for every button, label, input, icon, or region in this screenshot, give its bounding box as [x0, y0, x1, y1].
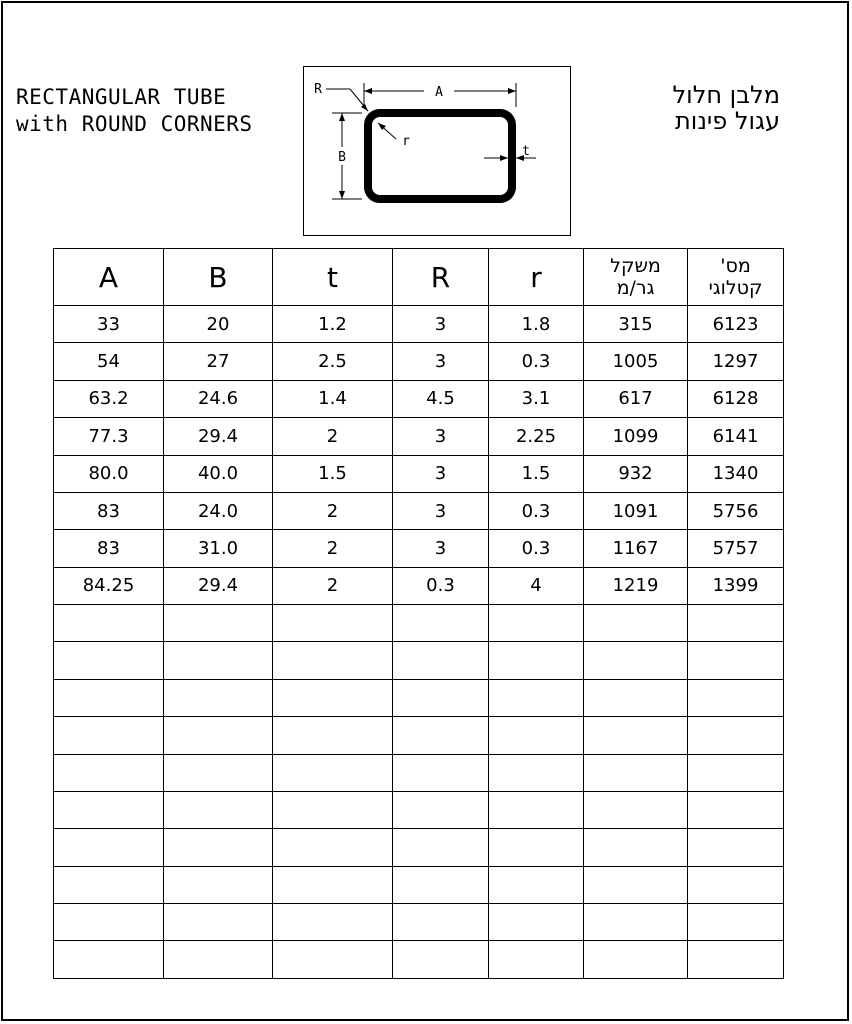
- cell-weight: 1005: [584, 343, 688, 380]
- cell-catalog: 6128: [688, 380, 784, 417]
- empty-cell: [54, 679, 164, 716]
- empty-cell: [489, 904, 584, 941]
- empty-cell: [489, 829, 584, 866]
- cell-b: 24.6: [164, 380, 273, 417]
- empty-cell: [584, 754, 688, 791]
- cell-catalog: 5756: [688, 492, 784, 529]
- empty-cell: [273, 642, 393, 679]
- table-header-row: [54, 249, 784, 306]
- empty-cell: [273, 904, 393, 941]
- a-arrow-right: [508, 88, 516, 94]
- cell-b: 24.0: [164, 492, 273, 529]
- empty-cell: [164, 941, 273, 979]
- cell-small-r: 0.3: [489, 343, 584, 380]
- empty-cell: [273, 791, 393, 828]
- cell-catalog: 1399: [688, 567, 784, 604]
- cell-a: 77.3: [54, 418, 164, 455]
- table-row: [54, 380, 784, 417]
- empty-cell: [393, 829, 489, 866]
- cell-t: 2: [273, 530, 393, 567]
- empty-cell: [393, 904, 489, 941]
- cell-b: 20: [164, 306, 273, 343]
- empty-table-row: [54, 642, 784, 679]
- cell-small-r: 1.8: [489, 306, 584, 343]
- cell-small-r: 0.3: [489, 492, 584, 529]
- empty-cell: [584, 866, 688, 903]
- label-t: t: [522, 144, 530, 159]
- empty-cell: [489, 717, 584, 754]
- empty-table-row: [54, 754, 784, 791]
- empty-cell: [584, 791, 688, 828]
- empty-cell: [54, 866, 164, 903]
- cell-small-r: 0.3: [489, 530, 584, 567]
- cell-catalog: 6123: [688, 306, 784, 343]
- header-big-r: R: [393, 249, 489, 306]
- empty-cell: [273, 754, 393, 791]
- cell-a: 63.2: [54, 380, 164, 417]
- english-title-line-2: with ROUND CORNERS: [16, 112, 253, 136]
- cell-b: 40.0: [164, 455, 273, 492]
- empty-table-row: [54, 829, 784, 866]
- header-a: A: [54, 249, 164, 306]
- cell-small-r: 2.25: [489, 418, 584, 455]
- empty-cell: [54, 941, 164, 979]
- empty-cell: [273, 605, 393, 642]
- cell-t: 1.5: [273, 455, 393, 492]
- empty-cell: [164, 605, 273, 642]
- empty-cell: [688, 941, 784, 979]
- label-small-r: r: [402, 134, 410, 149]
- tube-cross-section-drawing: [304, 67, 572, 237]
- empty-table-row: [54, 679, 784, 716]
- empty-cell: [54, 829, 164, 866]
- header-weight-line-1: משקל: [610, 255, 661, 277]
- cell-a: 54: [54, 343, 164, 380]
- empty-cell: [393, 679, 489, 716]
- cell-small-r: 3.1: [489, 380, 584, 417]
- tube-outline: [368, 113, 512, 199]
- cell-weight: 1091: [584, 492, 688, 529]
- cell-b: 29.4: [164, 567, 273, 604]
- header-b: B: [164, 249, 273, 306]
- empty-cell: [54, 904, 164, 941]
- header-small-r: r: [489, 249, 584, 306]
- empty-cell: [393, 754, 489, 791]
- cell-weight: 315: [584, 306, 688, 343]
- empty-cell: [54, 605, 164, 642]
- cell-t: 2: [273, 492, 393, 529]
- table-row: [54, 567, 784, 604]
- empty-cell: [584, 679, 688, 716]
- cell-a: 84.25: [54, 567, 164, 604]
- empty-cell: [688, 791, 784, 828]
- cell-b: 31.0: [164, 530, 273, 567]
- empty-cell: [489, 941, 584, 979]
- b-arrow-top: [339, 113, 345, 121]
- cell-a: 80.0: [54, 455, 164, 492]
- cell-catalog: 1297: [688, 343, 784, 380]
- table-row: [54, 418, 784, 455]
- empty-cell: [54, 754, 164, 791]
- empty-table-row: [54, 866, 784, 903]
- empty-cell: [164, 904, 273, 941]
- english-title-line-1: RECTANGULAR TUBE: [16, 85, 227, 109]
- header-weight-line-2: גר/מ: [616, 277, 655, 299]
- table-row: [54, 455, 784, 492]
- empty-cell: [688, 866, 784, 903]
- empty-cell: [393, 866, 489, 903]
- cell-t: 1.2: [273, 306, 393, 343]
- cell-big-r: 4.5: [393, 380, 489, 417]
- empty-cell: [688, 829, 784, 866]
- table-body: [54, 306, 784, 979]
- empty-table-row: [54, 717, 784, 754]
- cell-a: 83: [54, 530, 164, 567]
- cell-b: 27: [164, 343, 273, 380]
- empty-cell: [688, 605, 784, 642]
- empty-table-row: [54, 791, 784, 828]
- empty-cell: [54, 791, 164, 828]
- empty-cell: [164, 679, 273, 716]
- empty-cell: [489, 642, 584, 679]
- empty-cell: [273, 829, 393, 866]
- empty-cell: [584, 941, 688, 979]
- cell-weight: 1099: [584, 418, 688, 455]
- label-a: A: [435, 85, 443, 100]
- empty-cell: [688, 717, 784, 754]
- cell-b: 29.4: [164, 418, 273, 455]
- empty-cell: [273, 866, 393, 903]
- empty-cell: [164, 866, 273, 903]
- cell-catalog: 6141: [688, 418, 784, 455]
- empty-cell: [489, 866, 584, 903]
- empty-cell: [489, 605, 584, 642]
- empty-cell: [54, 642, 164, 679]
- empty-cell: [54, 717, 164, 754]
- english-title: [16, 84, 253, 138]
- label-b: B: [338, 150, 346, 165]
- empty-cell: [393, 642, 489, 679]
- empty-cell: [273, 941, 393, 979]
- empty-table-row: [54, 904, 784, 941]
- empty-cell: [584, 904, 688, 941]
- empty-cell: [164, 717, 273, 754]
- cell-weight: 932: [584, 455, 688, 492]
- cell-weight: 1167: [584, 530, 688, 567]
- cell-weight: 1219: [584, 567, 688, 604]
- tube-diagram: [303, 66, 571, 236]
- b-arrow-bottom: [339, 191, 345, 199]
- empty-cell: [584, 717, 688, 754]
- t-arrow-left: [500, 155, 508, 161]
- cell-big-r: 3: [393, 530, 489, 567]
- empty-cell: [688, 642, 784, 679]
- hebrew-title-line-1: מלבן חלול: [672, 81, 780, 109]
- empty-cell: [164, 791, 273, 828]
- cell-t: 1.4: [273, 380, 393, 417]
- cell-t: 2: [273, 418, 393, 455]
- hebrew-title: [673, 82, 780, 134]
- header-catalog-line-2: קטלוגי: [708, 277, 763, 299]
- empty-cell: [688, 754, 784, 791]
- tube-spec-table: [53, 248, 784, 979]
- empty-cell: [489, 679, 584, 716]
- cell-a: 33: [54, 306, 164, 343]
- label-big-r: R: [314, 82, 322, 97]
- empty-cell: [164, 642, 273, 679]
- empty-cell: [273, 717, 393, 754]
- cell-a: 83: [54, 492, 164, 529]
- a-arrow-left: [364, 88, 372, 94]
- empty-cell: [273, 679, 393, 716]
- empty-cell: [584, 642, 688, 679]
- cell-t: 2: [273, 567, 393, 604]
- cell-catalog: 1340: [688, 455, 784, 492]
- empty-cell: [489, 754, 584, 791]
- cell-weight: 617: [584, 380, 688, 417]
- header-weight: [584, 249, 688, 306]
- cell-small-r: 1.5: [489, 455, 584, 492]
- cell-big-r: 0.3: [393, 567, 489, 604]
- cell-big-r: 3: [393, 492, 489, 529]
- header-catalog-number: [688, 249, 784, 306]
- empty-cell: [393, 941, 489, 979]
- table-row: [54, 492, 784, 529]
- empty-cell: [688, 904, 784, 941]
- cell-big-r: 3: [393, 306, 489, 343]
- r-outer-arrow: [361, 104, 368, 111]
- table-row: [54, 343, 784, 380]
- empty-cell: [489, 791, 584, 828]
- empty-cell: [688, 679, 784, 716]
- empty-cell: [164, 829, 273, 866]
- cell-big-r: 3: [393, 418, 489, 455]
- empty-table-row: [54, 605, 784, 642]
- empty-cell: [393, 605, 489, 642]
- empty-cell: [584, 829, 688, 866]
- empty-cell: [584, 605, 688, 642]
- empty-table-row: [54, 941, 784, 979]
- empty-cell: [393, 791, 489, 828]
- empty-cell: [393, 717, 489, 754]
- header-catalog-line-1: מס': [720, 255, 751, 277]
- hebrew-title-line-2: עגול פינות: [675, 107, 780, 135]
- cell-big-r: 3: [393, 343, 489, 380]
- empty-cell: [164, 754, 273, 791]
- header-t: t: [273, 249, 393, 306]
- table-row: [54, 306, 784, 343]
- cell-small-r: 4: [489, 567, 584, 604]
- cell-big-r: 3: [393, 455, 489, 492]
- table-row: [54, 530, 784, 567]
- cell-catalog: 5757: [688, 530, 784, 567]
- cell-t: 2.5: [273, 343, 393, 380]
